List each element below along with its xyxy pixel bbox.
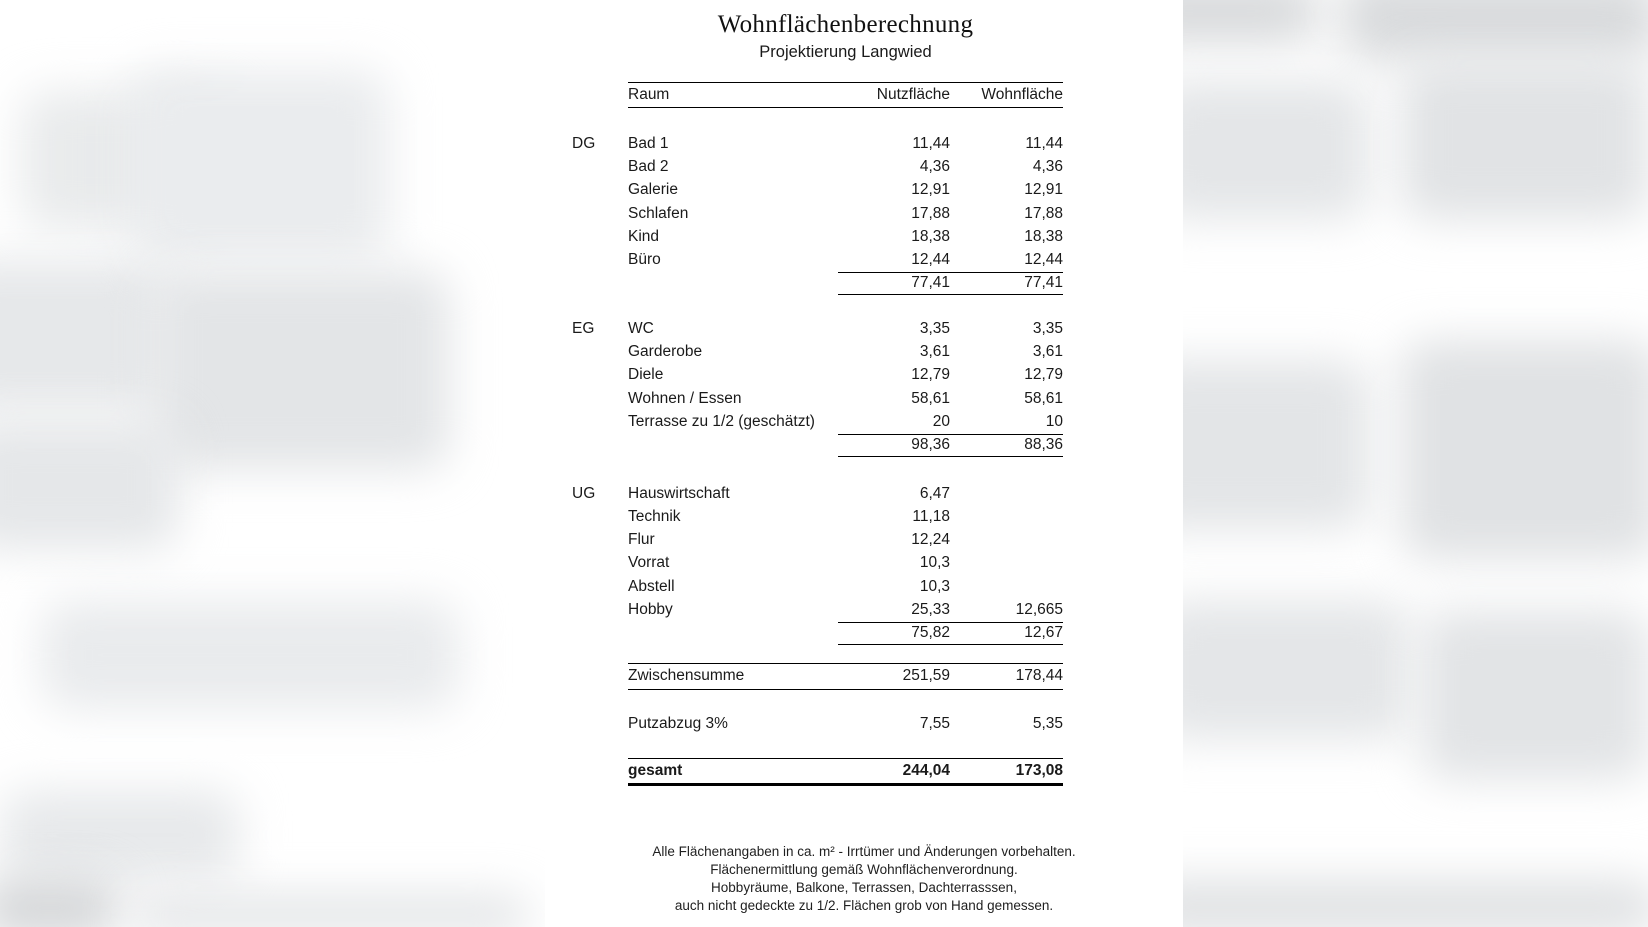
page-title: Wohnflächenberechnung	[717, 11, 974, 38]
nutzflaeche-value: 58,61	[911, 389, 950, 407]
background-blur-shape	[0, 260, 170, 410]
table-row	[628, 202, 1063, 225]
table-row	[628, 132, 1063, 155]
background-blur-shape	[130, 70, 390, 260]
floor-label: UG	[572, 484, 596, 502]
table-row	[628, 482, 1063, 505]
nutzflaeche-value: 3,61	[919, 343, 950, 361]
page-subtitle: Projektierung Langwied	[759, 43, 932, 61]
room-name: Bad 2	[628, 157, 669, 175]
background-blur-shape	[1400, 60, 1648, 220]
background-blur-shape	[130, 895, 530, 927]
deduction-row	[628, 712, 1063, 735]
wohnflaeche-value: 12,91	[1024, 181, 1063, 199]
background-blur-shape	[1420, 610, 1648, 780]
table-row	[628, 248, 1063, 271]
nutzflaeche-value: 12,91	[911, 181, 950, 199]
wohnflaeche-value: 18,38	[1024, 227, 1063, 245]
table-row	[628, 575, 1063, 598]
room-name: Vorrat	[628, 554, 670, 572]
section-sum-wohnflaeche: 88,36	[1024, 436, 1063, 454]
section-sum-nutzflaeche: 77,41	[911, 274, 950, 292]
subtotal-row	[628, 663, 1063, 690]
background-blur-shape	[0, 420, 180, 550]
grand-total-nutzflaeche: 244,04	[902, 762, 950, 780]
nutzflaeche-value: 4,36	[919, 157, 950, 175]
nutzflaeche-value: 12,79	[911, 366, 950, 384]
room-name: Hauswirtschaft	[628, 484, 730, 502]
nutzflaeche-value: 12,44	[911, 251, 950, 269]
wohnflaeche-value: 3,35	[1032, 319, 1063, 337]
background-blur-shape	[150, 270, 450, 470]
nutzflaeche-value: 11,18	[912, 507, 950, 525]
table-row	[628, 505, 1063, 528]
background-blur-shape	[1150, 600, 1410, 740]
room-name: Abstell	[628, 577, 675, 595]
room-name: Wohnen / Essen	[628, 389, 742, 407]
table-row	[628, 340, 1063, 363]
room-name: Hobby	[628, 600, 673, 618]
grand-total-label: gesamt	[628, 762, 683, 780]
table-row	[628, 225, 1063, 248]
table-row	[628, 155, 1063, 178]
grand-total-row	[628, 758, 1063, 786]
table-row	[628, 364, 1063, 387]
section-eg	[572, 317, 1063, 457]
wohnflaeche-value: 10	[1045, 412, 1063, 430]
room-name: Büro	[628, 251, 661, 269]
deduction-wohnflaeche: 5,35	[1032, 714, 1063, 732]
section-ug	[572, 482, 1063, 645]
room-name: WC	[628, 319, 654, 337]
footnote-line: auch nicht gedeckte zu 1/2. Flächen grob von Hand gemessen.	[674, 897, 1054, 913]
nutzflaeche-value: 17,88	[911, 204, 950, 222]
nutzflaeche-value: 12,24	[911, 531, 950, 549]
room-name: Schlafen	[628, 204, 689, 222]
section-sum-wohnflaeche: 77,41	[1024, 274, 1063, 292]
table-row	[628, 179, 1063, 202]
deduction-label: Putzabzug 3%	[628, 714, 728, 732]
section-sum-nutzflaeche: 75,82	[911, 624, 950, 642]
footnote-line: Flächenermittlung gemäß Wohnflächenverordnung.	[710, 862, 1018, 878]
table-row	[628, 552, 1063, 575]
table-row	[628, 317, 1063, 340]
section-sum-row	[628, 272, 1063, 295]
deduction-nutzflaeche: 7,55	[919, 714, 950, 732]
footnote	[545, 843, 1183, 914]
background-blur-shape	[40, 600, 460, 710]
room-name: Technik	[628, 507, 681, 525]
column-header-room: Raum	[628, 86, 670, 103]
background-blur-shape	[1150, 80, 1370, 220]
section-sum-row	[628, 434, 1063, 457]
table-row	[628, 387, 1063, 410]
column-header-wohnflaeche: Wohnfläche	[981, 86, 1063, 103]
nutzflaeche-value: 10,3	[919, 554, 950, 572]
nutzflaeche-value: 6,47	[919, 484, 950, 502]
table-header-row	[628, 82, 1063, 108]
grand-total-wohnflaeche: 173,08	[1015, 762, 1063, 780]
table-row	[628, 598, 1063, 621]
section-sum-wohnflaeche: 12,67	[1024, 624, 1063, 642]
column-header-nutzflaeche: Nutzfläche	[876, 86, 950, 103]
room-name: Diele	[628, 366, 664, 384]
nutzflaeche-value: 3,35	[919, 319, 950, 337]
room-name: Bad 1	[628, 134, 669, 152]
section-dg	[572, 132, 1063, 295]
wohnflaeche-value: 4,36	[1032, 157, 1063, 175]
subtotal-nutzflaeche: 251,59	[902, 667, 950, 685]
room-name: Garderobe	[628, 343, 703, 361]
room-name: Flur	[628, 531, 655, 549]
document-content	[572, 0, 1063, 786]
table-row	[628, 528, 1063, 551]
section-sum-nutzflaeche: 98,36	[911, 436, 950, 454]
section-sum-row	[628, 622, 1063, 645]
floor-label: DG	[572, 135, 596, 152]
nutzflaeche-value: 20	[932, 412, 950, 430]
wohnflaeche-value: 12,44	[1024, 251, 1063, 269]
floor-label: EG	[572, 320, 595, 338]
wohnflaeche-value: 3,61	[1032, 343, 1063, 361]
wohnflaeche-value: 12,79	[1024, 366, 1063, 384]
subtotal-wohnflaeche: 178,44	[1015, 667, 1063, 685]
subtotal-label: Zwischensumme	[628, 667, 745, 685]
footnote-line: Hobbyräume, Balkone, Terrassen, Dachterrasssen,	[711, 879, 1017, 895]
nutzflaeche-value: 18,38	[911, 227, 950, 245]
wohnflaeche-value: 58,61	[1024, 389, 1063, 407]
background-blur-shape	[1130, 880, 1648, 927]
room-name: Kind	[628, 227, 660, 245]
table-row	[628, 410, 1063, 433]
nutzflaeche-value: 10,3	[919, 577, 950, 595]
room-name: Galerie	[628, 181, 678, 199]
background-blur-shape	[1340, 0, 1648, 60]
room-name: Terrasse zu 1/2 (geschätzt)	[628, 412, 815, 430]
footnote-line: Alle Flächenangaben in ca. m² - Irrtümer und Änderungen vorbehalten.	[652, 844, 1076, 860]
nutzflaeche-value: 25,33	[911, 600, 950, 618]
wohnflaeche-value: 11,44	[1025, 134, 1063, 152]
background-blur-shape	[0, 790, 240, 880]
background-blur-shape	[1400, 340, 1648, 560]
background-blur-shape	[0, 878, 120, 927]
document-page	[545, 0, 1183, 927]
wohnflaeche-value: 17,88	[1024, 204, 1063, 222]
nutzflaeche-value: 11,44	[912, 134, 950, 152]
wohnflaeche-value: 12,665	[1015, 600, 1063, 618]
